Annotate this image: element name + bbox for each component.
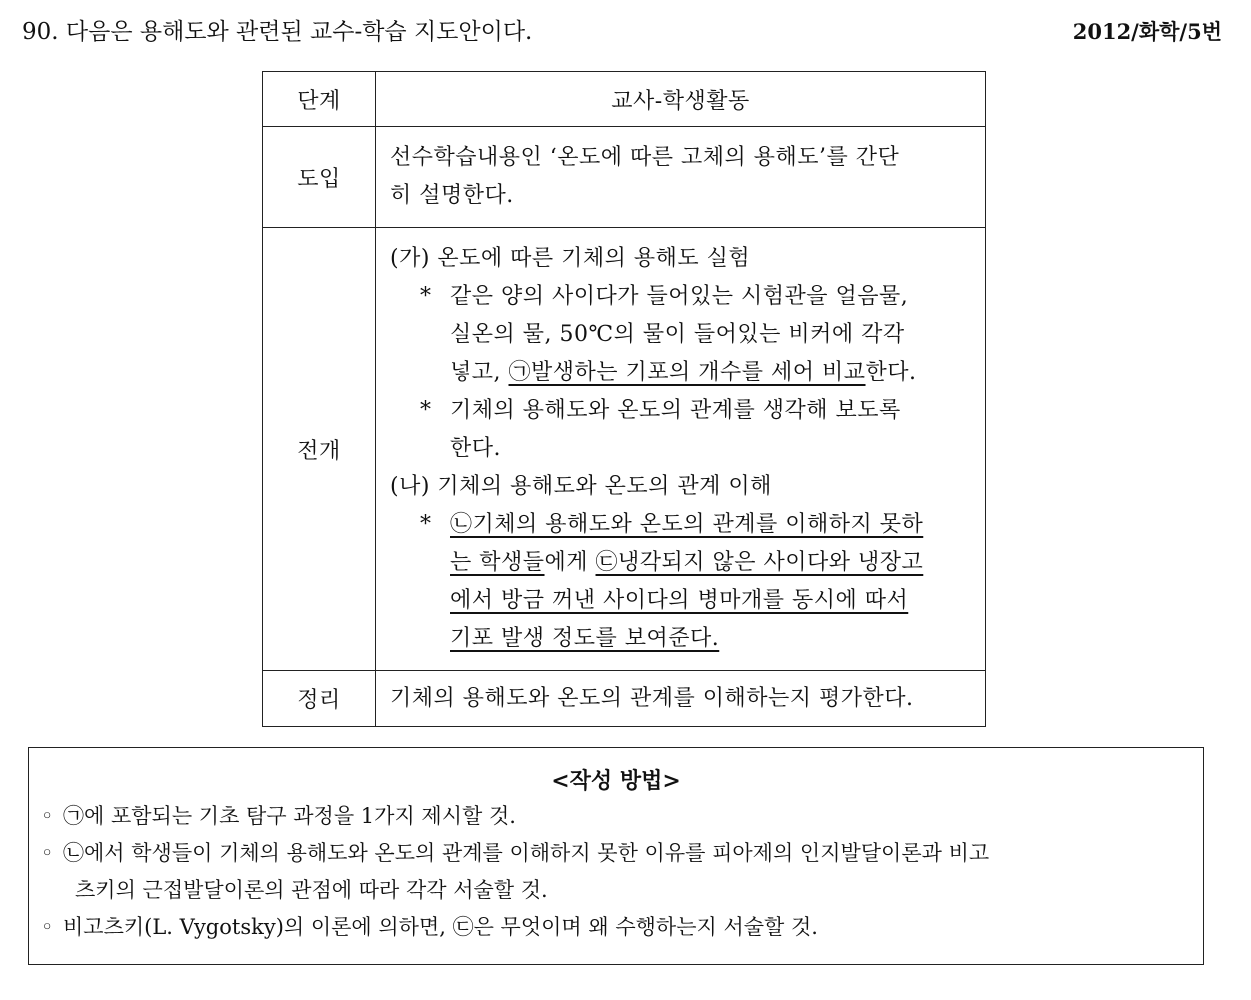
part-b-line-2	[450, 544, 971, 582]
header-activity: 교사-학생활동	[376, 72, 986, 127]
activity-development	[376, 228, 986, 671]
lesson-plan-table	[262, 71, 986, 727]
table-row-development	[263, 228, 986, 671]
header-stage: 단계	[263, 72, 376, 127]
stage-summary: 정리	[263, 671, 376, 727]
part-b-line-3: 에서 방금 꺼낸 사이다의 병마개를 동시에 따서	[450, 588, 909, 613]
underline-giyeok: ㉠발생하는 기포의 개수를 세어 비교	[508, 360, 866, 385]
part-a-b1-line-2: 실온의 물, 50℃의 물이 들어있는 비커에 각각	[450, 322, 905, 347]
part-a-b1-line-1: 같은 양의 사이다가 들어있는 시험관을 얼음물,	[450, 284, 909, 309]
intro-line-1: 선수학습내용인 ‘온도에 따른 고체의 용해도’를 간단	[390, 145, 900, 170]
method-item-2-line-1: ㉡에서 학생들이 기체의 용해도와 온도의 관계를 이해하지 못한 이유를 피아제의 인지발달이론과 비고	[63, 841, 990, 865]
bullet-marker: ◦	[41, 841, 54, 865]
stage-intro: 도입	[263, 127, 376, 228]
part-a-b1-line-3	[450, 354, 971, 392]
part-a-bullet-1	[390, 278, 971, 392]
part-a-b2-line-2: 한다.	[450, 436, 501, 461]
method-item-1	[29, 798, 1203, 835]
method-item-2-line-2: 츠키의 근접발달이론의 관점에 따라 각각 서술할 것.	[75, 878, 548, 902]
part-a-b1-suffix: 한다.	[865, 360, 917, 385]
method-item-3-text: 비고츠키(L. Vygotsky)의 이론에 의하면, ㉢은 무엇이며 왜 수행하는지 서술할 것.	[63, 915, 818, 939]
method-item-2	[29, 835, 1203, 909]
underline-nieun: ㉡기체의 용해도와 온도의 관계를 이해하지 못하	[450, 512, 924, 537]
part-b-bullet	[390, 506, 971, 658]
method-item-1-text: ㉠에 포함되는 기초 탐구 과정을 1가지 제시할 것.	[63, 804, 516, 828]
question-line	[22, 14, 1222, 50]
part-a-b1-prefix: 넣고,	[450, 360, 509, 385]
underline-students: 는 학생들	[450, 550, 545, 575]
table-row-intro	[263, 127, 986, 228]
writing-method-box	[28, 747, 1204, 965]
question-text: 90. 다음은 용해도와 관련된 교수-학습 지도안이다.	[22, 19, 533, 45]
part-a-title: (가) 온도에 따른 기체의 용해도 실험	[390, 246, 751, 271]
bullet-marker: ◦	[41, 804, 54, 828]
star-marker: *	[420, 512, 432, 537]
table-row-summary	[263, 671, 986, 727]
star-marker: *	[420, 398, 432, 423]
star-marker: *	[420, 284, 432, 309]
bullet-marker: ◦	[41, 915, 54, 939]
part-b-line-4: 기포 발생 정도를 보여준다.	[450, 626, 720, 651]
method-item-3	[29, 909, 1203, 946]
part-b-title: (나) 기체의 용해도와 온도의 관계 이해	[390, 474, 772, 499]
stage-development: 전개	[263, 228, 376, 671]
activity-summary: 기체의 용해도와 온도의 관계를 이해하는지 평가한다.	[376, 671, 986, 727]
table-header-row	[263, 72, 986, 127]
activity-intro	[376, 127, 986, 228]
question-source: 2012/화학/5번	[1072, 19, 1222, 44]
method-title: <작성 방법>	[551, 768, 681, 794]
part-a-b2-line-1: 기체의 용해도와 온도의 관계를 생각해 보도록	[450, 398, 901, 423]
part-a-bullet-2	[390, 392, 971, 468]
intro-line-2: 히 설명한다.	[390, 183, 514, 208]
underline-digeut: ㉢냉각되지 않은 사이다와 냉장고	[595, 550, 924, 575]
part-b-plain: 에게	[544, 550, 596, 575]
